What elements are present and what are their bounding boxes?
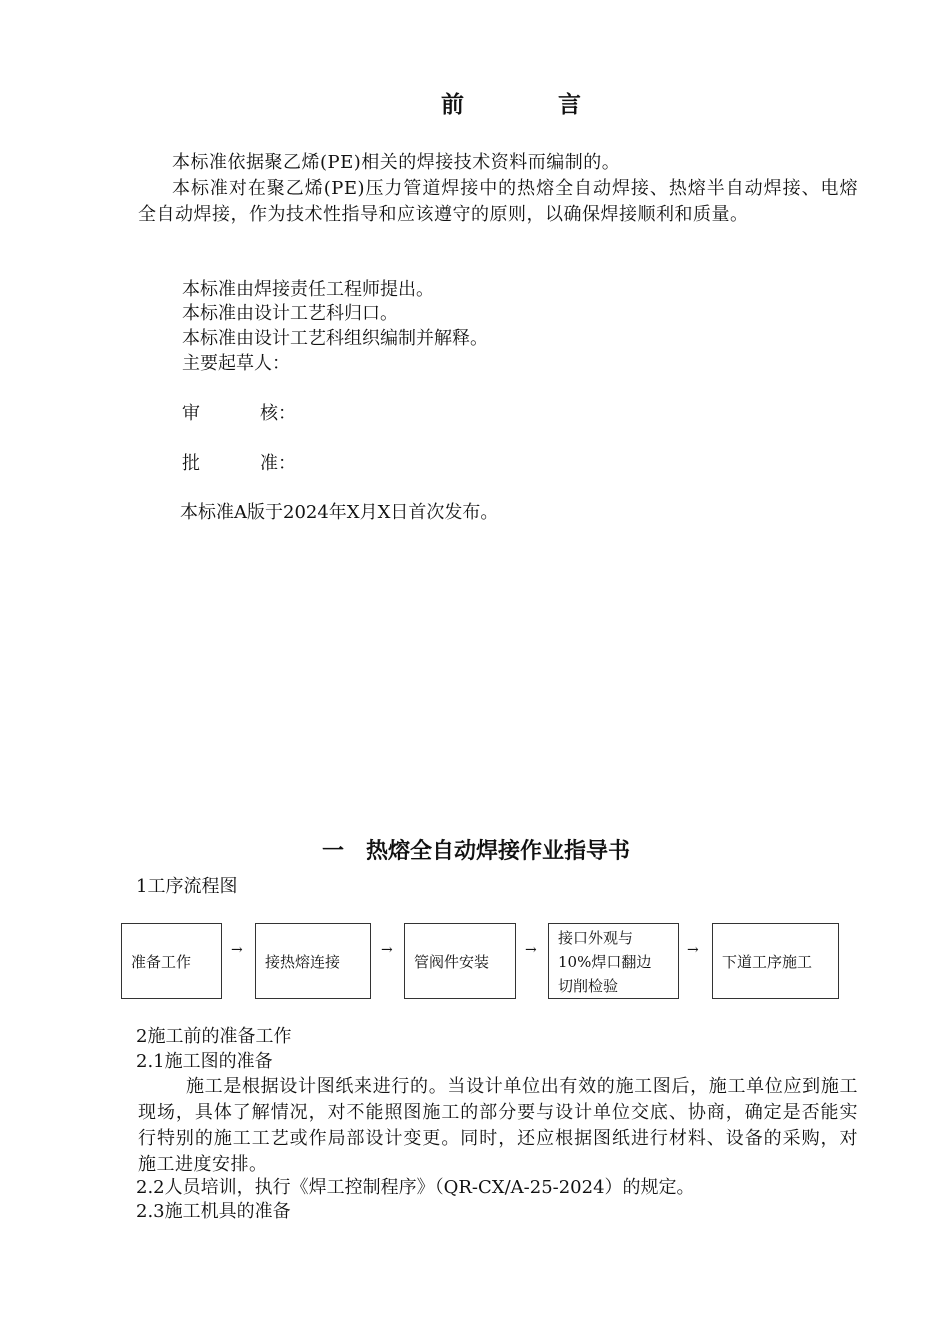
section-1-heading: 1工序流程图 <box>136 876 238 897</box>
review-label-a: 审 <box>182 403 200 424</box>
flow-arrow-4: → <box>687 942 699 958</box>
section-2-3-heading: 2.3施工机具的准备 <box>136 1201 291 1222</box>
release-line: 本标准A版于2024年X月X日首次发布。 <box>180 502 499 523</box>
preface-line-drafter: 主要起草人： <box>182 353 290 374</box>
review-label-b: 核： <box>260 403 296 424</box>
flow-step-inspection <box>548 923 679 999</box>
flow-arrow-1: → <box>231 942 243 958</box>
preface-para-1: 本标准依据聚乙烯(PE)相关的焊接技术资料而编制的。 <box>172 152 621 173</box>
preface-line-compiled: 本标准由设计工艺科组织编制并解释。 <box>182 328 488 349</box>
preface-title-char-2: 言 <box>558 92 581 118</box>
flow-step-prepare <box>121 923 222 999</box>
section-2-1-body: 施工是根据设计图纸来进行的。当设计单位出有效的施工图后，施工单位应到施工现场，具体了解情况，对不能照图施工的部分要与设计单位交底、协商，确定是否能实行特别的施工工艺或作局部设计变更。同时，还应根据图纸进行材料、设备的采购，对施工进度安排。 <box>138 1076 858 1175</box>
section-2-1-heading: 2.1施工图的准备 <box>136 1051 273 1072</box>
flow-step-label: 管阀件安装 <box>414 952 490 971</box>
preface-title-char-1: 前 <box>441 92 464 118</box>
flow-step-label: 下道工序施工 <box>722 952 813 971</box>
approve-label-b: 准： <box>260 453 296 474</box>
flow-step-next-process <box>712 923 839 999</box>
section-2-2-line: 2.2人员培训，执行《焊工控制程序》（QR-CX/A-25-2024）的规定。 <box>136 1177 695 1198</box>
flow-step-valve-install <box>404 923 516 999</box>
flow-step-label-line-1: 接口外观与 <box>558 929 634 947</box>
flow-step-label: 接热熔连接 <box>265 952 341 971</box>
approve-label-a: 批 <box>182 453 200 474</box>
preface-para-2: 本标准对在聚乙烯(PE)压力管道焊接中的热熔全自动焊接、热熔半自动焊接、电熔全自动焊接，作为技术性指导和应该遵守的原则，以确保焊接顺利和质量。 <box>138 178 858 225</box>
chapter-1-title: 一 热熔全自动焊接作业指导书 <box>322 839 631 864</box>
preface-line-proposed: 本标准由焊接责任工程师提出。 <box>182 279 434 300</box>
preface-line-managed: 本标准由设计工艺科归口。 <box>182 303 398 324</box>
section-2-heading: 2施工前的准备工作 <box>136 1026 292 1047</box>
flow-step-label-line-2: 10%焊口翻边 <box>558 953 652 971</box>
flow-arrow-2: → <box>381 942 393 958</box>
flow-arrow-3: → <box>525 942 537 958</box>
flow-step-hot-melt <box>255 923 371 999</box>
flow-step-label: 准备工作 <box>131 952 192 971</box>
flow-step-label-line-3: 切削检验 <box>558 977 619 995</box>
